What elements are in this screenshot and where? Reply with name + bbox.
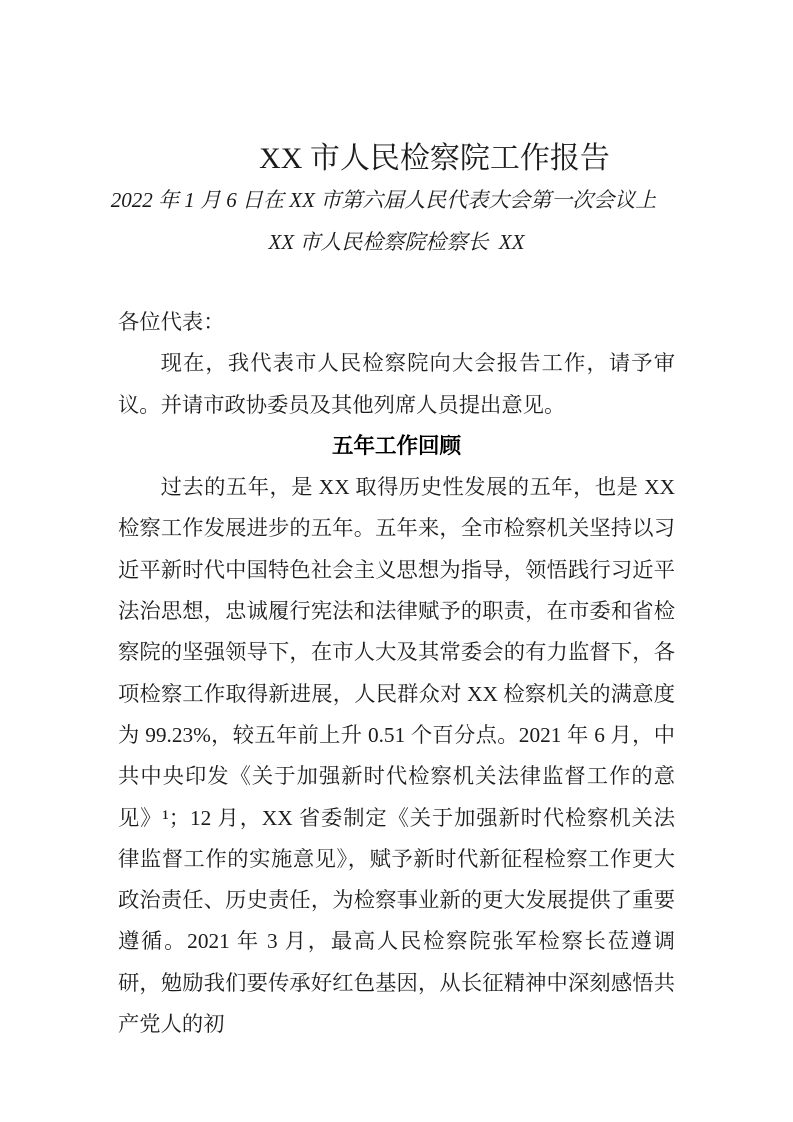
salutation-line: 各位代表：: [118, 310, 225, 334]
intro-paragraph: 现在，我代表市人民检察院向大会报告工作，请予审议。并请市政协委员及其他列席人员提出意见。: [118, 351, 675, 417]
document-title: XX 市人民检察院工作报告: [259, 142, 610, 175]
review-paragraph: 过去的五年，是 XX 取得历史性发展的五年，也是 XX 检察工作发展进步的五年。五年来，全市检察机关坚持以习近平新时代中国特色社会主义思想为指导，领悟践行习近平法治思想，忠诚履行宪法和法律赋予的职责，在市委和省检察院的坚强领导下，在市人大及其常委会的有力监督下，各项检察工作取得新进展，人民群众对 XX 检察机关的满意度为 99.23%，较五年前上升 0.51 个百分点。2021 年 6 月，中共中央印发《关于加强新时代检察机关法律监督工作的意见》¹；12 月，XX 省委制定《关于加强新时代检察机关法律监督工作的实施意见》，赋予新时代新征程检察工作更大政治责任、历史责任，为检察事业新的更大发展提供了重要遵循。2021 年 3 月，最高人民检察院张军检察长莅遵调研，勉励我们要传承好红色基因，从长征精神中深刻感悟共产党人的初: [118, 475, 675, 1037]
section-heading-five-year-review: 五年工作回顾: [331, 433, 461, 458]
presenter-line: XX 市人民检察院检察长 XX: [268, 230, 525, 254]
document-body: [118, 302, 675, 1045]
document-subtitle: 2022 年 1 月 6 日在 XX 市第六届人民代表大会第一次会议上: [110, 188, 657, 212]
